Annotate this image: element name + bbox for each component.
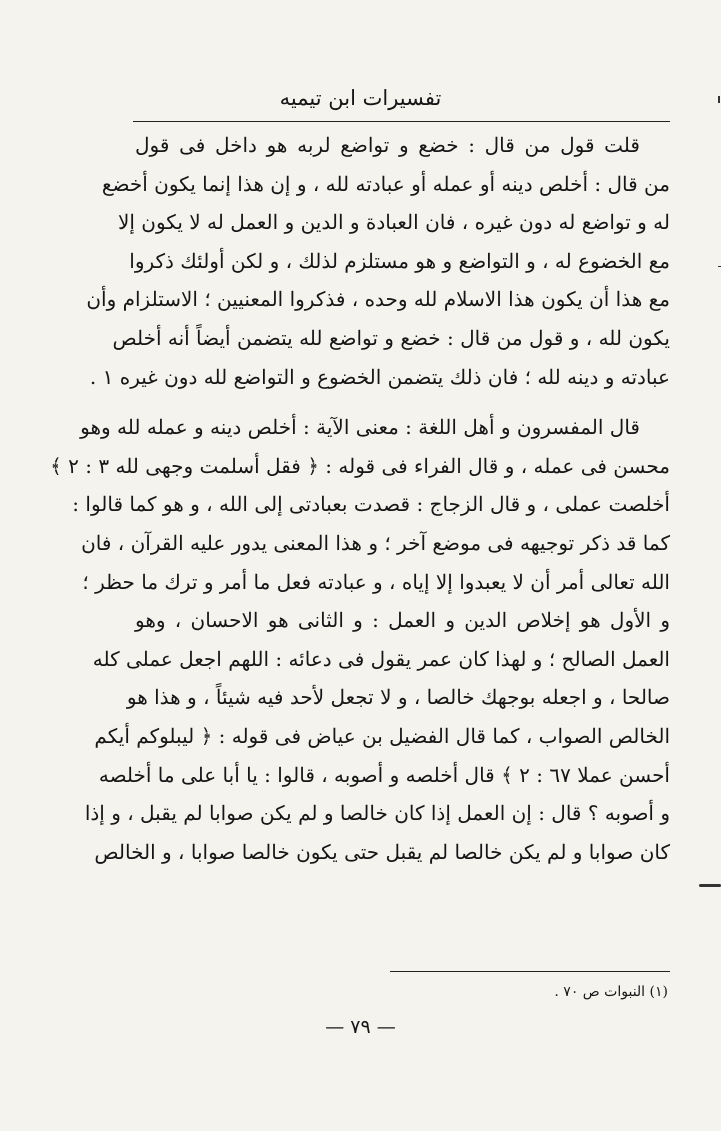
footnote-rule xyxy=(390,971,670,972)
text-line: قلت قول من قال : خضع و تواضع لربه هو داخل فى قول xyxy=(135,133,640,157)
paragraph xyxy=(50,408,670,871)
text-line: عبادته و دينه لله ؛ فان ذلك يتضمن الخضوع و التواضع لله دون غيره ١ . xyxy=(89,364,670,389)
text-line: مع الخضوع له ، و التواضع و هو مستلزم لذلك ، و لكن أولئك ذكروا xyxy=(129,248,670,273)
margin-mark xyxy=(699,884,721,887)
text-line: يكون لله ، و قول من قال : خضع و تواضع لله يتضمن أيضاً أنه أخلص xyxy=(112,325,670,350)
text-line: كان صوابا و لم يكن خالصا لم يقبل حتى يكون خالصا صوابا ، و الخالص xyxy=(94,839,670,864)
text-line: صالحا ، و اجعله بوجهك خالصا ، و لا تجعل لأحد فيه شيئاً ، و هذا هو xyxy=(126,685,670,710)
header-rule xyxy=(133,121,670,122)
text-line: العمل الصالح ؛ و لهذا كان عمر يقول فى دعائه : اللهم اجعل عملى كله xyxy=(92,646,670,671)
text-line: الله تعالى أمر أن لا يعبدوا إلا إياه ، و عبادته فعل ما أمر و ترك ما حظر ؛ xyxy=(82,569,670,594)
body-text xyxy=(50,126,670,871)
text-line: الخالص الصواب ، كما قال الفضيل بن عياض فى قوله : ﴿ ليبلوكم أيكم xyxy=(94,723,670,748)
running-header-title: تفسيرات ابن تيميه xyxy=(279,86,442,110)
page-number: — ٧٩ — xyxy=(325,1016,396,1038)
text-line: له و تواضع له دون غيره ، فان العبادة و الدين و العمل له لا يكون إلا xyxy=(117,210,670,235)
text-line: أخلصت عملى ، و قال الزجاج : قصدت بعبادتى إلى الله ، و هو كما قالوا : xyxy=(72,492,670,517)
text-line: و أصوبه ؟ قال : إن العمل إذا كان خالصا و لم يكن صوابا لم يقبل ، و إذا xyxy=(84,801,670,826)
margin-mark xyxy=(718,96,720,103)
paragraph xyxy=(86,126,670,396)
text-line: مع هذا أن يكون هذا الاسلام لله وحده ، فذكروا المعنيين ؛ الاستلزام وأن xyxy=(86,287,670,312)
text-line: قال المفسرون و أهل اللغة : معنى الآية : أخلص دينه و عمله لله وهو xyxy=(80,415,640,440)
paragraph-gap xyxy=(135,396,670,408)
text-line: كما قد ذكر توجيهه فى موضع آخر ؛ و هذا المعنى يدور عليه القرآن ، فان xyxy=(81,530,670,555)
text-line: أحسن عملا ٦٧ : ٢ ﴾ قال أخلصه و أصوبه ، قالوا : يا أبا على ما أخلصه xyxy=(98,762,670,787)
text-line: محسن فى عمله ، و قال الفراء فى قوله : ﴿ فقل أسلمت وجهى لله ٣ : ٢ ﴾ xyxy=(50,453,670,478)
footnote: (١) النبوات ص ٧٠ . xyxy=(554,984,668,1000)
text-line: و الأول هو إخلاص الدين و العمل : و الثانى هو الاحسان ، وهو xyxy=(135,608,670,633)
text-line: من قال : أخلص دينه أو عمله أو عبادته لله ، و إن هذا إنما يكون أخضع xyxy=(101,171,670,196)
